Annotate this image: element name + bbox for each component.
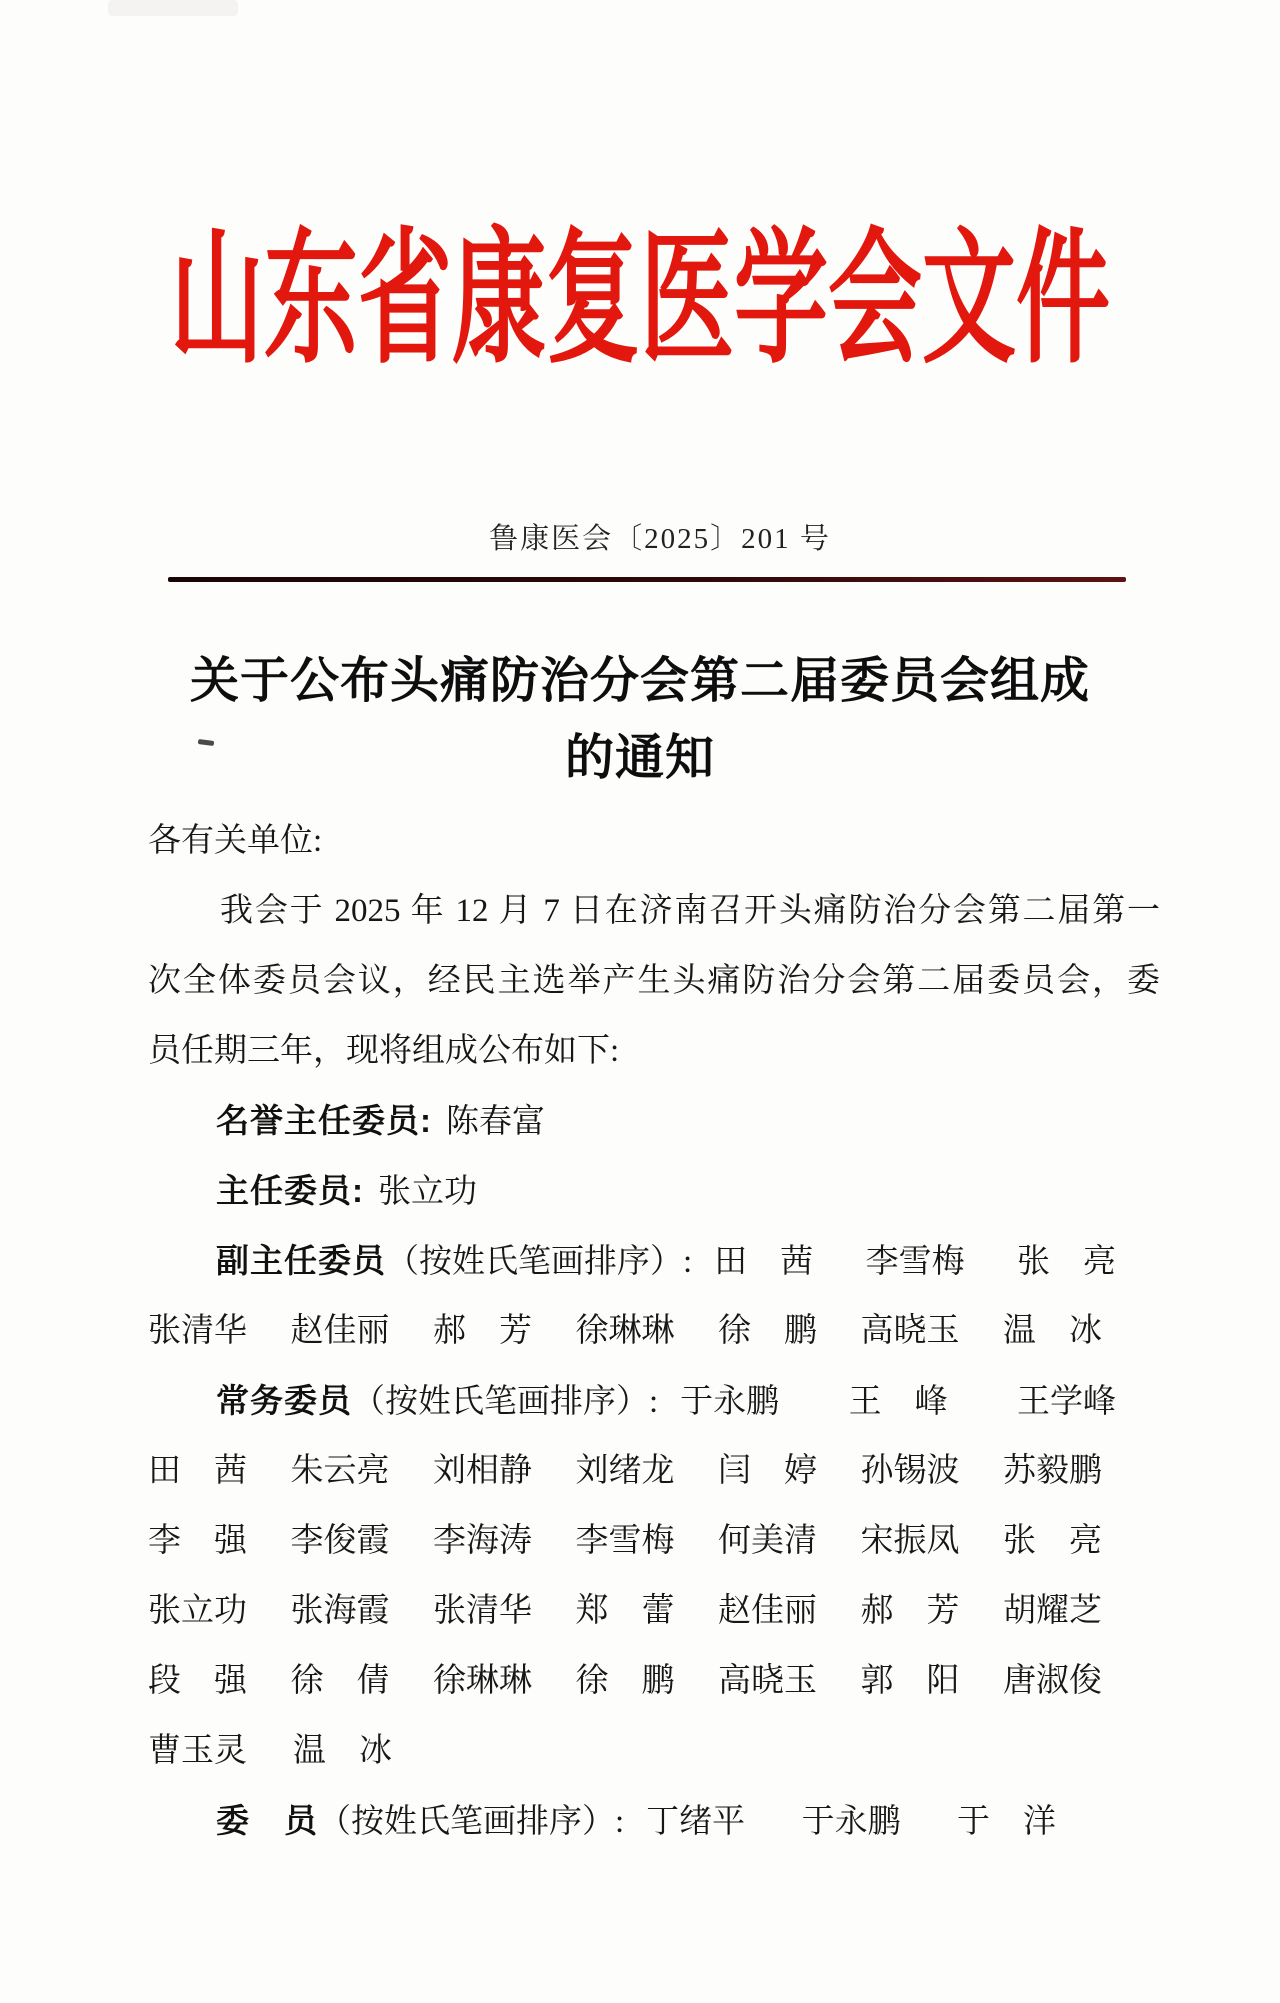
standing-members-label: 常务委员 bbox=[216, 1382, 352, 1419]
member-name: 于永鹏 bbox=[801, 1804, 901, 1840]
member-name: 张 亮 bbox=[1003, 1523, 1102, 1559]
member-name: 张立功 bbox=[148, 1593, 247, 1629]
member-name: 徐 鹏 bbox=[718, 1313, 817, 1349]
letterhead-title: 山东省康复医学会文件 bbox=[169, 220, 1110, 382]
member-name: 李雪梅 bbox=[575, 1523, 675, 1559]
paragraph-line-3: 员任期三年，现将组成公布如下: bbox=[148, 1033, 620, 1069]
sort-note: （按姓氏笔画排序）: bbox=[318, 1804, 625, 1840]
member-name: 郝 芳 bbox=[860, 1593, 960, 1629]
member-name: 徐琳琳 bbox=[575, 1313, 675, 1349]
chairman-label: 主任委员: bbox=[216, 1172, 364, 1209]
standing-members-row-line-3 bbox=[148, 1506, 1160, 1576]
member-name: 赵佳丽 bbox=[290, 1313, 390, 1349]
standing-members-head-line bbox=[148, 1366, 1160, 1436]
member-name: 温 冰 bbox=[293, 1733, 392, 1769]
member-name: 徐琳琳 bbox=[433, 1663, 532, 1699]
member-name: 孙锡波 bbox=[860, 1453, 960, 1489]
member-name: 郑 蕾 bbox=[575, 1593, 675, 1629]
standing-members-row-line-6 bbox=[148, 1716, 1160, 1786]
member-name: 何美清 bbox=[718, 1523, 817, 1559]
honorary-chair-name: 陈春富 bbox=[446, 1104, 545, 1140]
member-name: 唐淑俊 bbox=[1003, 1663, 1102, 1699]
sort-note: （按姓氏笔画排序）: bbox=[352, 1384, 659, 1420]
member-name: 刘绪龙 bbox=[575, 1453, 675, 1489]
standing-members-row-line-4 bbox=[148, 1576, 1160, 1646]
standing-members-row-4 bbox=[148, 1576, 1102, 1646]
member-name: 丁绪平 bbox=[646, 1804, 746, 1840]
vice-chairs-row-1 bbox=[714, 1227, 1116, 1297]
separator-rule bbox=[168, 577, 1126, 582]
member-name: 徐 鹏 bbox=[575, 1663, 675, 1699]
standing-members-row-3 bbox=[148, 1506, 1102, 1576]
honorary-chair-line bbox=[148, 1086, 1160, 1156]
chairman-line bbox=[148, 1156, 1160, 1226]
member-name: 田 茜 bbox=[148, 1453, 247, 1489]
member-name: 张清华 bbox=[148, 1313, 247, 1349]
member-name: 温 冰 bbox=[1003, 1313, 1102, 1349]
vice-chairs-row-2 bbox=[148, 1296, 1102, 1366]
chairman-name: 张立功 bbox=[378, 1174, 477, 1210]
member-name: 赵佳丽 bbox=[718, 1593, 817, 1629]
members-head-line bbox=[148, 1786, 1160, 1856]
vice-chairs-head-line bbox=[148, 1226, 1160, 1296]
member-name: 李俊霞 bbox=[290, 1523, 390, 1559]
member-name: 高晓玉 bbox=[860, 1313, 960, 1349]
vice-chairs-label: 副主任委员 bbox=[216, 1242, 386, 1279]
member-name: 闫 婷 bbox=[718, 1453, 817, 1489]
standing-members-row-line-5 bbox=[148, 1646, 1160, 1716]
members-label: 委 员 bbox=[216, 1802, 318, 1839]
standing-members-row-1 bbox=[680, 1367, 1116, 1437]
member-name: 郝 芳 bbox=[433, 1313, 532, 1349]
member-name: 于 洋 bbox=[956, 1804, 1056, 1840]
member-name: 曹玉灵 bbox=[148, 1733, 247, 1769]
notice-title bbox=[0, 642, 1280, 796]
member-name: 王学峰 bbox=[1016, 1384, 1116, 1420]
sort-note: （按姓氏笔画排序）: bbox=[386, 1244, 693, 1280]
member-name: 段 强 bbox=[148, 1663, 247, 1699]
standing-members-row-2 bbox=[148, 1436, 1102, 1506]
notice-title-line1: 关于公布头痛防治分会第二届委员会组成 bbox=[189, 653, 1090, 708]
member-name: 刘相静 bbox=[433, 1453, 532, 1489]
paragraph-line-2: 次全体委员会议，经民主选举产生头痛防治分会第二届委员会，委 bbox=[148, 963, 1160, 999]
member-name: 李 强 bbox=[148, 1523, 247, 1559]
scan-smudge bbox=[108, 0, 238, 16]
standing-members-row-5 bbox=[148, 1646, 1102, 1716]
member-name: 郭 阳 bbox=[860, 1663, 960, 1699]
member-name: 宋振凤 bbox=[860, 1523, 960, 1559]
member-name: 朱云亮 bbox=[290, 1453, 390, 1489]
vice-chairs-row-line-2 bbox=[148, 1296, 1160, 1366]
member-name: 李雪梅 bbox=[865, 1244, 965, 1280]
member-name: 田 茜 bbox=[714, 1244, 814, 1280]
honorary-chair-label: 名誉主任委员: bbox=[216, 1102, 432, 1139]
member-name: 高晓玉 bbox=[718, 1663, 817, 1699]
member-name: 苏毅鹏 bbox=[1003, 1453, 1102, 1489]
member-name: 李海涛 bbox=[433, 1523, 532, 1559]
paragraph-line-1: 我会于 2025 年 12 月 7 日在济南召开头痛防治分会第二届第一 bbox=[220, 893, 1160, 929]
standing-members-row-6 bbox=[148, 1716, 392, 1786]
member-name: 王 峰 bbox=[848, 1384, 948, 1420]
document-number: 鲁康医会〔2025〕201 号 bbox=[489, 523, 831, 555]
standing-members-row-line-2 bbox=[148, 1436, 1160, 1506]
member-name: 于永鹏 bbox=[680, 1384, 780, 1420]
member-name: 张海霞 bbox=[290, 1593, 390, 1629]
member-name: 张 亮 bbox=[1016, 1244, 1116, 1280]
members-row-1 bbox=[646, 1787, 1056, 1857]
member-name: 张清华 bbox=[433, 1593, 532, 1629]
member-name: 胡耀芝 bbox=[1003, 1593, 1102, 1629]
document-body bbox=[148, 806, 1160, 1856]
member-name: 徐 倩 bbox=[290, 1663, 390, 1699]
salutation: 各有关单位: bbox=[148, 823, 323, 859]
notice-title-line2: 的通知 bbox=[564, 730, 715, 785]
